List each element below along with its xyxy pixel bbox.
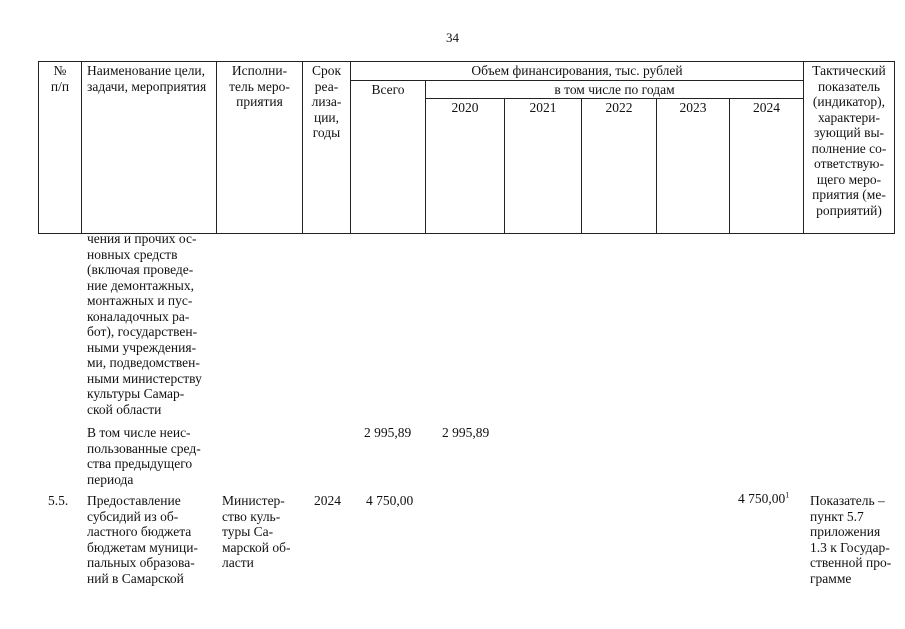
row-5-5-2024-value: 4 750,00	[738, 491, 786, 506]
row-continuation-name: чения и прочих ос- новных средств (включая проведе- ние демонтажных, монтажных и пус- коналадочных ра- бот), государствен- ными учреждения- ми, подведомствен- ными министерству культуры Самар- ской области	[87, 231, 202, 417]
footnote-mark: 1	[785, 490, 790, 500]
row-5-5-2024	[738, 491, 789, 507]
header-year-2024: 2024	[730, 99, 804, 234]
header-term: Срок реа- лиза- ции, годы	[303, 62, 351, 234]
header-year-2023: 2023	[657, 99, 730, 234]
row-5-5-name: Предоставление субсидий из об- ластного бюджета бюджетам муници- пальных образова- ний в Самарской	[87, 493, 198, 586]
header-indicator: Тактический показатель (индикатор), характери- зующий вы- полнение со- ответствую- щего меро- приятия (ме- роприятий)	[804, 62, 895, 234]
header-year-2020: 2020	[426, 99, 505, 234]
header-by-years: в том числе по годам	[426, 80, 804, 99]
page-number: 34	[446, 30, 459, 45]
header-year-2021: 2021	[505, 99, 582, 234]
row-5-5-term: 2024	[314, 493, 341, 508]
row-unused-2020: 2 995,89	[442, 425, 490, 440]
row-unused-name: В том числе неис- пользованные сред- ства предыдущего периода	[87, 425, 201, 487]
header-number: № п/п	[39, 62, 82, 234]
row-5-5-indicator: Показатель – пункт 5.7 приложения 1.3 к Государ- ственной про- грамме	[810, 493, 892, 586]
table-header	[38, 61, 895, 234]
row-5-5-number: 5.5.	[48, 493, 69, 508]
header-executor: Исполни- тель меро- приятия	[217, 62, 303, 234]
header-name: Наименование цели, задачи, мероприятия	[82, 62, 217, 234]
row-5-5-executor: Министер- ство куль- туры Са- марской об- ласти	[222, 493, 291, 570]
row-unused-total: 2 995,89	[364, 425, 412, 440]
header-total: Всего	[351, 80, 426, 234]
header-funding: Объем финансирования, тыс. рублей	[351, 62, 804, 81]
row-5-5-total: 4 750,00	[366, 493, 414, 508]
header-year-2022: 2022	[582, 99, 657, 234]
